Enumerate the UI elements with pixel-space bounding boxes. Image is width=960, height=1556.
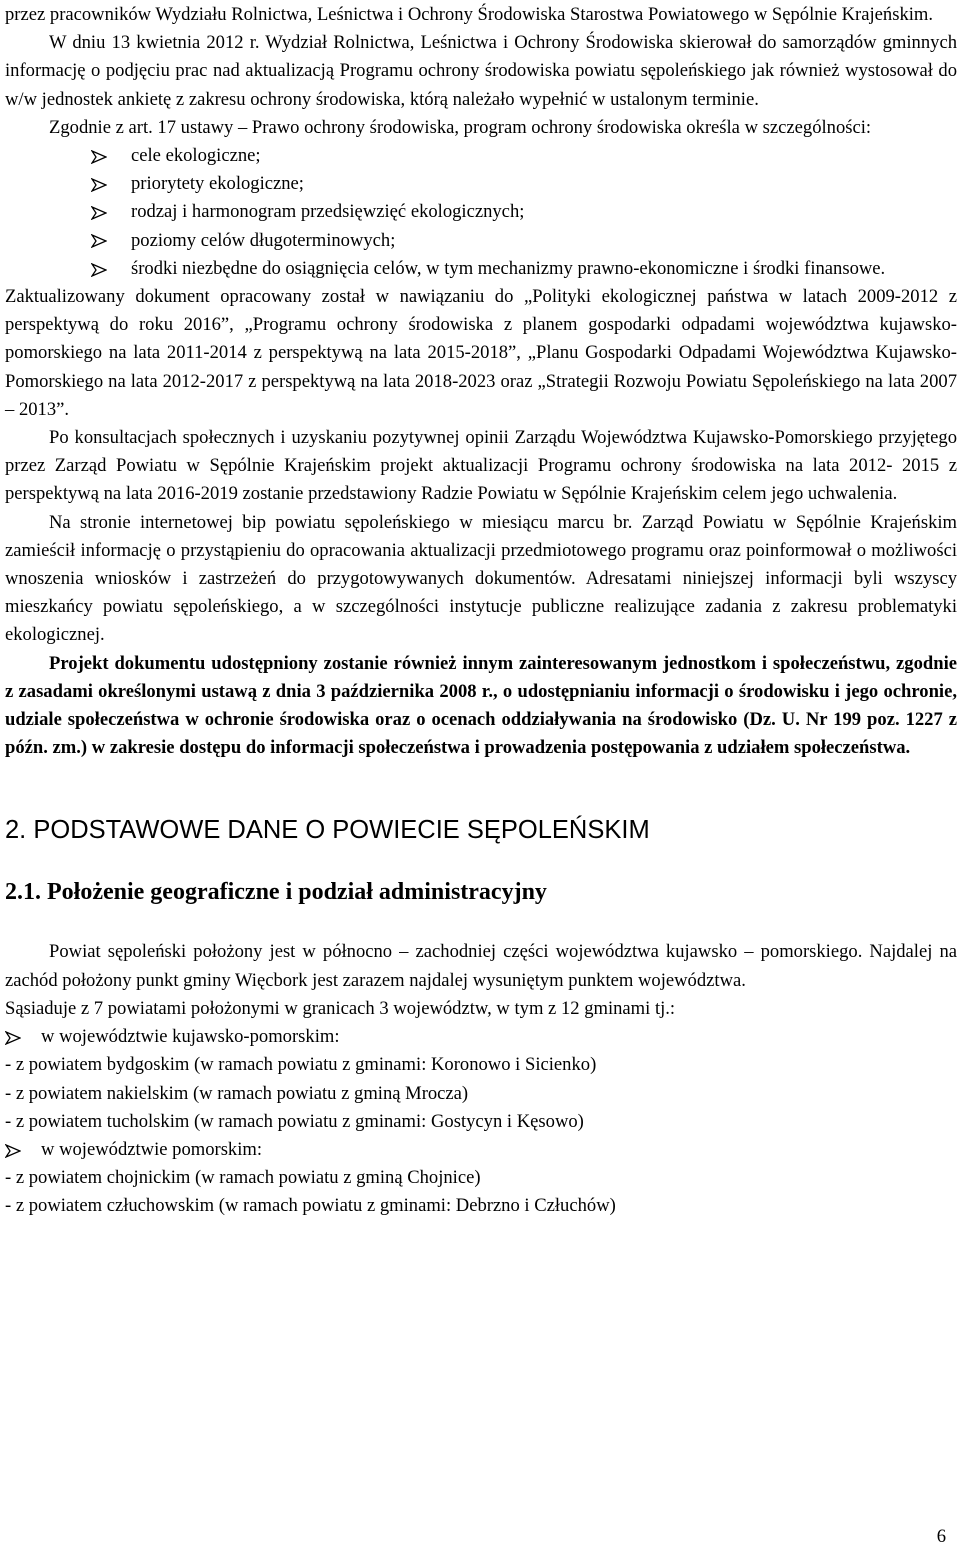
voivodeship-list-kujawsko-pomorskie [5,1023,957,1051]
paragraph-location: Powiat sępoleński położony jest w północno – zachodniej części województwa kujawsko – pomorskiego. Najdalej na zachód położony punkt gminy Więcbork jest zarazem najdalej wysuniętym punktem województwa. [5,941,957,991]
paragraph-neighbours: Sąsiaduje z 7 powiatami położonymi w granicach 3 województw, w tym z 12 gminami tj.: [5,997,676,1019]
section-heading-2: 2. PODSTAWOWE DANE O POWIECIE SĘPOLEŃSKIM [5,816,650,845]
intro-paragraph: przez pracowników Wydziału Rolnictwa, Leśnictwa i Ochrony Środowiska Starostwa Powiatowego w Sępólnie Krajeńskim. [5,4,934,25]
arrowhead-bullet-icon [5,1023,25,1051]
list-item: - z powiatem tucholskim (w ramach powiatu z gminami: Gostycyn i Kęsowo) [5,1110,584,1132]
list-item [5,255,957,283]
voivodeship-label: w województwie pomorskim: [41,1138,263,1160]
list-item: - z powiatem chojnickim (w ramach powiatu z gminą Chojnice) [5,1167,481,1189]
arrowhead-bullet-icon [5,1136,25,1164]
list-item-text: środki niezbędne do osiągnięcia celów, w tym mechanizmy prawno-ekonomiczne i środki finansowe. [131,257,886,279]
paragraph-bip-announcement: Na stronie internetowej bip powiatu sępoleńskiego w miesiącu marcu br. Zarząd Powiatu w Sępólnie Krajeńskim zamieścił informację o przystąpieniu do opracowania aktualizacji przedmiotowego programu oraz poinformował o możliwości wnoszenia wniosków i zastrzeżeń do przygotowywanych dokumentów. Adresatami niniejszej informacji byli wszyscy mieszkańcy powiatu sępoleńskiego, a w szczególności instytucje publiczne realizujące zadania z zakresu problematyki ekologicznej. [5,511,957,646]
list-item [5,1136,957,1164]
paragraph-consultations: Po konsultacjach społecznych i uzyskaniu pozytywnej opinii Zarządu Województwa Kujawsko-Pomorskiego przyjętego przez Zarząd Powiatu w Sępólnie Krajeńskim projekt aktualizacji Programu ochrony środowiska na lata 2012- 2015 z perspektywą na lata 2016-2019 zostanie przedstawiony Radzie Powiatu w Sępólnie Krajeńskim celem jego uchwalenia. [5,427,957,505]
arrowhead-bullet-icon [91,170,111,198]
paragraph-updated-document: Zaktualizowany dokument opracowany został w nawiązaniu do „Polityki ekologicznej państwa w latach 2009-2012 z perspektywą do roku 2016”, „Programu ochrony środowiska z planem gospodarki odpadami województwa kujawsko-pomorskiego na lata 2011-2014 z perspektywą na lata 2015-2018”, „Planu Gospodarki Odpadami Województwa Kujawsko-Pomorskiego na lata 2012-2017 z perspektywą na lata 2018-2023 oraz „Strategii Rozwoju Powiatu Sępoleńskiego na lata 2007 – 2013”. [5,286,957,420]
list-item-text: priorytety ekologiczne; [131,173,304,195]
section-heading-2-1: 2.1. Położenie geograficzne i podział administracyjny [5,879,547,906]
list-item-text: cele ekologiczne; [131,145,261,167]
list-item-text: rodzaj i harmonogram przedsięwzięć ekologicznych; [131,201,525,223]
list-item [5,142,957,170]
paragraph-april-2012: W dniu 13 kwietnia 2012 r. Wydział Rolnictwa, Leśnictwa i Ochrony Środowiska skierował do samorządów gminnych informację o podjęciu prac nad aktualizacją Programu ochrony środowiska powiatu sępoleńskiego jak również wystosował do w/w jednostek ankietę z zakresu ochrony środowiska, którą należało wypełnić w ustalonym terminie. [5,32,957,110]
list-item [5,1023,957,1051]
list-item: - z powiatem nakielskim (w ramach powiatu z gminą Mrocza) [5,1082,469,1104]
arrowhead-bullet-icon [91,255,111,283]
list-item: - z powiatem człuchowskim (w ramach powiatu z gminami: Debrzno i Człuchów) [5,1195,616,1217]
list-item [5,198,957,226]
voivodeship-list-pomorskie [5,1136,957,1164]
voivodeship-label: w województwie kujawsko-pomorskim: [41,1026,340,1048]
list-item [5,170,957,198]
list-item [5,227,957,255]
paragraph-art-17: Zgodnie z art. 17 ustawy – Prawo ochrony środowiska, program ochrony środowiska określa w szczególności: [49,116,872,138]
art17-bullet-list [5,142,957,283]
list-item: - z powiatem bydgoskim (w ramach powiatu z gminami: Koronowo i Sicienko) [5,1054,597,1076]
document-page [5,1,957,1221]
list-item-text: poziomy celów długoterminowych; [131,229,396,251]
arrowhead-bullet-icon [91,198,111,226]
arrowhead-bullet-icon [91,227,111,255]
page-number: 6 [936,1526,946,1547]
arrowhead-bullet-icon [91,142,111,170]
paragraph-bold-availability: Projekt dokumentu udostępniony zostanie również innym zainteresowanym jednostkom i społeczeństwu, zgodnie z zasadami określonymi ustawą z dnia 3 października 2008 r., o udostępnianiu informacji o środowisku i jego ochronie, udziale społeczeństwa w ochronie środowiska oraz o ocenach oddziaływania na środowisko (Dz. U. Nr 199 poz. 1227 z późn. zm.) w zakresie dostępu do informacji społeczeństwa i prowadzenia postępowania z udziałem społeczeństwa. [5,652,957,759]
